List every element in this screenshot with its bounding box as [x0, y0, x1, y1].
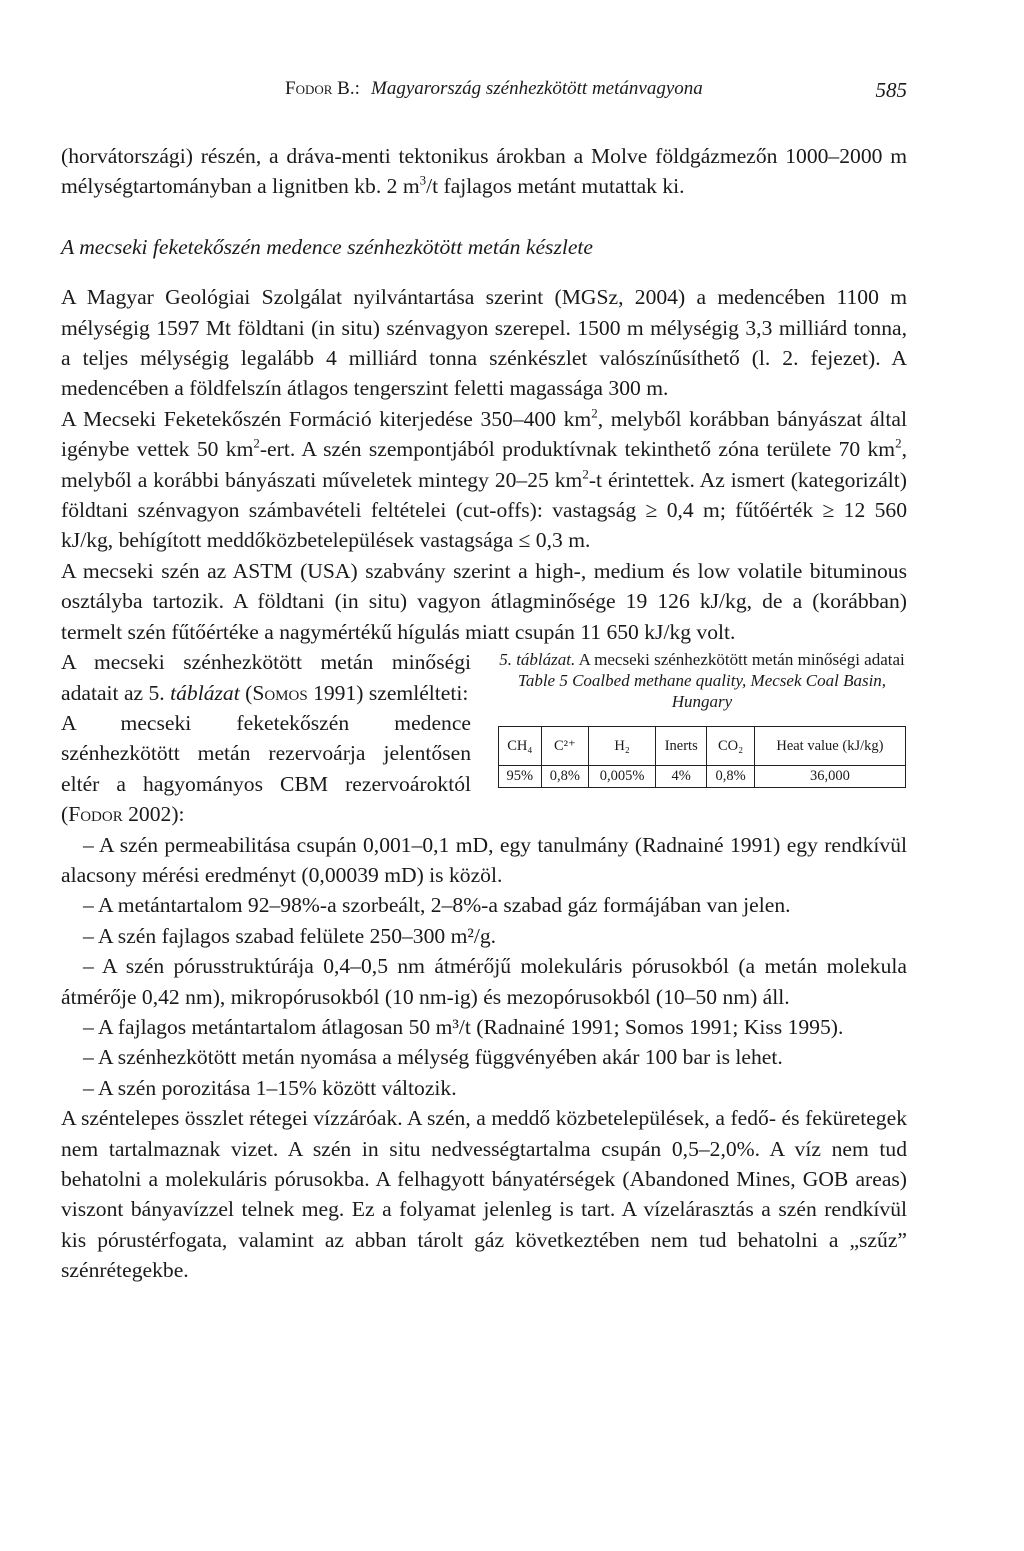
running-head — [61, 78, 907, 108]
table-header-cell: CO₂ — [707, 727, 754, 766]
table-cell: 95% — [499, 766, 542, 788]
p2-text-4: , melyből a korábbi bányászati műveletek mintegy 20–25 km — [61, 437, 907, 492]
p4-text-b: 1991) szemlélteti: — [313, 680, 469, 705]
table-header-cell: Inerts — [656, 727, 707, 766]
table-header-cell: CH₄ — [499, 727, 542, 766]
p2-text-3: -ert. A szén szempontjából produktívnak tekinthető zóna területe 70 km — [259, 437, 896, 462]
table-5-block — [497, 649, 907, 788]
p5-author: Fodor — [68, 802, 123, 827]
paragraph-1: A Magyar Geológiai Szolgálat nyilvántartása szerint (MGSz, 2004) a medencében 1100 m mélységig 1597 Mt földtani (in situ) szénvagyon szerepel. 1500 m mélységig 3,3 milliárd tonna, a teljes mélységig legalább 4 milliárd tonna szénkészlet valószínűsíthető (l. 2. fejezet). A medencében a földfelszín átlagos tengerszint feletti magassága 300 m. — [61, 285, 907, 401]
p2-sup-1: 2 — [591, 405, 598, 421]
table-row — [499, 766, 906, 788]
intro-text-a: (horvátországi) részén, a dráva-menti tektonikus árokban a Molve földgázmezőn 1000–2000 m mélységtartományban a lignitben kb. 2 m — [61, 144, 907, 199]
table-cell: 0,8% — [541, 766, 588, 788]
p4-author: Somos — [252, 680, 308, 705]
p2-text-2: , melyből korábban bányászat által igénybe vettek 50 km — [61, 406, 907, 462]
page-number: 585 — [875, 78, 907, 102]
p2-sup-4: 2 — [582, 466, 589, 482]
list-item: – A metántartalom 92–98%-a szorbeált, 2–8%-a szabad gáz formájában van jelen. — [83, 893, 791, 918]
paragraph-last: A széntelepes összlet rétegei vízzáróak. A szén, a meddő közbetelepülések, a fedő- és feküretegek nem tartalmaznak vizet. A szén in situ nedvességtartalma csupán 0,5–2,0%. A víz nem tud behatolni a molekuláris pórusokba. A felhagyott bányatérségek (Abandoned Mines, GOB areas) viszont bányavízzel telnek meg. Ez a folyamat jelenleg is tart. A vízelárasztás a szén rendkívül kis pórustérfogata, valamint az abban tárolt gáz következtében nem tud behatolni a „szűz” szénrétegekbe. — [61, 1106, 907, 1283]
paragraph-3: A mecseki szén az ASTM (USA) szabvány szerint a high-, medium és low volatile bituminous osztályba tartozik. A földtani (in situ) vagyon átlagminősége 19 126 kJ/kg, de a (korábban) termelt szén fűtőértéke a nagymértékű hígulás miatt csupán 11 650 kJ/kg volt. — [61, 558, 907, 644]
body-text — [61, 141, 907, 1286]
list-item: – A szén permeabilitása csupán 0,001–0,1 mD, egy tanulmány (Radnainé 1991) egy rendkívül alacsony mérési eredményt (0,00039 mD) is közöl. — [61, 832, 907, 887]
table-caption-en: Table 5 Coalbed methane quality, Mecsek Coal Basin, Hungary — [517, 671, 887, 712]
table-header-cell: C²⁺ — [541, 727, 588, 766]
p2-sup-2: 2 — [253, 435, 260, 451]
table-cell: 0,005% — [589, 766, 656, 788]
section-heading: A mecseki feketekőszén medence szénhezkötött metán készlete — [61, 234, 594, 259]
gas-quality-table — [498, 726, 906, 788]
paragraph-4: A mecseki szénhezkötött metán minőségi adatait az 5. táblázat (Somos 1991) szemlélteti: — [61, 650, 471, 705]
table-cell: 36,000 — [754, 766, 905, 788]
list-item: – A szénhezkötött metán nyomása a mélység függvényében akár 100 bar is lehet. — [83, 1045, 783, 1070]
p2-text-5: -t érintettek. Az ismert (kategorizált) földtani szénvagyon számbavételi feltételei (cut-offs): vastagság ≥ 0,4 m; fűtőérték ≥ 12 560 kJ/kg, behígított meddőközbetelepülések vastagsága ≤ 0,3 m. — [61, 467, 907, 553]
p5-text-a: A mecseki feketekőszén medence szénhezkötött metán rezervoárja jelentősen eltér a hagyományos CBM rezervoároktól ( — [61, 710, 471, 827]
table-cell: 4% — [656, 766, 707, 788]
list-item: – A szén pórusstruktúrája 0,4–0,5 nm átmérőjű molekuláris pórusokból (a metán molekula átmérője 0,42 nm), mikropórusokból (10 nm-ig) és mezopórusokból (10–50 nm) áll. — [61, 954, 907, 1009]
intro-paragraph — [61, 141, 907, 202]
table-header-cell: H₂ — [589, 727, 656, 766]
table-header-row — [499, 727, 906, 766]
list-item: – A szén fajlagos szabad felülete 250–300 m²/g. — [83, 923, 497, 948]
table-caption-hu — [497, 649, 907, 670]
p4-table-ref: táblázat — [170, 680, 240, 705]
p5-text-b: 2002): — [128, 802, 185, 827]
table-caption-hu-text: A mecseki szénhezkötött metán minőségi adatai — [578, 650, 905, 670]
p4-text-a: A mecseki szénhezkötött metán minőségi adatait az 5. — [61, 650, 471, 705]
list-item: – A fajlagos metántartalom átlagosan 50 m³/t (Radnainé 1991; Somos 1991; Kiss 1995). — [83, 1014, 844, 1039]
table-header-cell: Heat value (kJ/kg) — [754, 727, 905, 766]
running-head-title: Magyarország szénhezkötött metánvagyona — [371, 78, 703, 99]
table-cell: 0,8% — [707, 766, 754, 788]
paragraph-2 — [61, 404, 907, 556]
p2-sup-3: 2 — [895, 435, 902, 451]
running-head-author: Fodor B.: — [285, 78, 360, 99]
intro-text-b: /t fajlagos metánt mutattak ki. — [426, 174, 685, 199]
list-item: – A szén porozitása 1–15% között változik. — [83, 1075, 457, 1100]
p2-text-1: A Mecseki Feketekőszén Formáció kiterjedése 350–400 km — [61, 406, 592, 431]
table-caption-number: 5. táblázat. — [499, 650, 576, 670]
intro-sup: 3 — [419, 172, 427, 188]
